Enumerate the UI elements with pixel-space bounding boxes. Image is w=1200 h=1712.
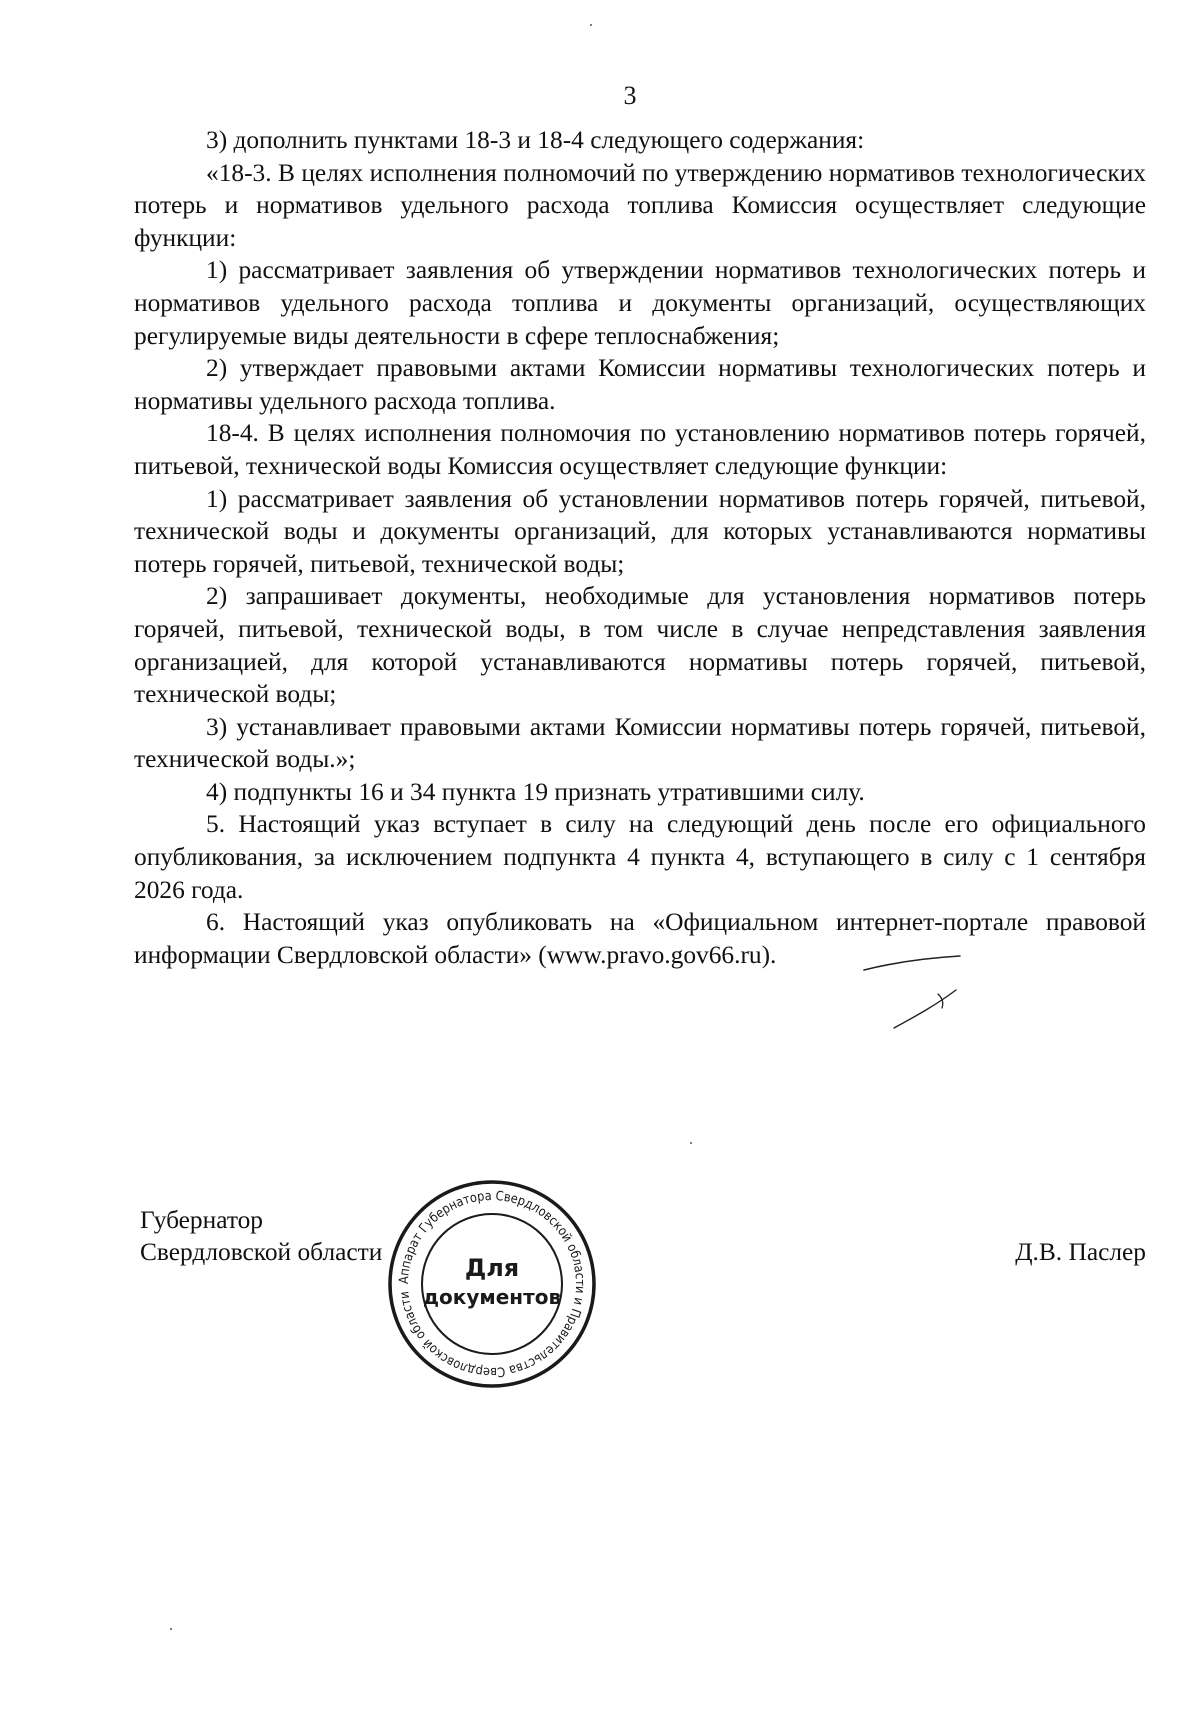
paragraph-3: 1) рассматривает заявления об утверждении нормативов технологических потерь и нормативов удельного расхода топлива и документы организаций, осуществляющих регулируемые виды деятельности в сфере теплоснабжения; — [134, 256, 1146, 350]
stamp-center-line-2: документов — [422, 1285, 562, 1309]
stamp-outer-ring — [390, 1182, 594, 1386]
paragraph-5: 18-4. В целях исполнения полномочия по установлению нормативов потерь горячей, питьевой, технической воды Комиссия осуществляет следующие функции: — [134, 419, 1146, 480]
decree-text — [134, 124, 1146, 971]
paragraph-9: 4) подпункты 16 и 34 пункта 19 признать утратившими силу. — [206, 777, 865, 806]
stamp-ring-text: Аппарат Губернатора Свердловской области и Правительства Свердловской области — [396, 1188, 588, 1380]
stamp-inner-ring — [422, 1214, 562, 1354]
paragraph-8: 3) устанавливает правовыми актами Комиссии нормативы потерь горячей, питьевой, технической воды.»; — [134, 712, 1146, 774]
paragraph-2: «18-3. В целях исполнения полномочий по утверждению нормативов технологических потерь и нормативов удельного расхода топлива Комиссия осуществляет следующие функции: — [134, 158, 1146, 252]
scan-speck — [590, 24, 592, 26]
paragraph-1: 3) дополнить пунктами 18-3 и 18-4 следующего содержания: — [206, 126, 865, 154]
scan-speck — [690, 1142, 692, 1144]
scan-speck — [170, 1628, 172, 1630]
signatory-position — [140, 1204, 382, 1268]
paragraph-10: 5. Настоящий указ вступает в силу на следующий день после его официального опубликования, за исключением подпункта 4 пункта 4, вступающего в силу с 1 сентября 2026 года. — [134, 810, 1146, 904]
signatory-name: Д.В. Паслер — [1015, 1238, 1146, 1266]
position-line-2: Свердловской области — [140, 1238, 383, 1266]
pen-mark — [856, 950, 976, 1030]
paragraph-7: 2) запрашивает документы, необходимые для установления нормативов потерь горячей, питьевой, технической воды, в том числе в случае непредставления заявления организацией, для которой устанавливаются нормативы потерь горячей, питьевой, технической воды; — [134, 582, 1146, 709]
position-line-1: Губернатор — [140, 1206, 263, 1234]
stamp-center-line-1: Для — [464, 1254, 520, 1282]
paragraph-4: 2) утверждает правовыми актами Комиссии нормативы технологических потерь и нормативы удельного расхода топлива. — [134, 354, 1146, 415]
paragraph-6: 1) рассматривает заявления об установлении нормативов потерь горячей, питьевой, технической воды и документы организаций, для которых устанавливаются нормативы потерь горячей, питьевой, технической воды; — [134, 484, 1146, 578]
page-number: 3 — [623, 81, 637, 110]
official-stamp — [386, 1178, 598, 1390]
paragraph-11: 6. Настоящий указ опубликовать на «Официальном интернет-портале правовой информации Свердловской области» (www.pravo.gov66.ru). — [134, 908, 1146, 969]
